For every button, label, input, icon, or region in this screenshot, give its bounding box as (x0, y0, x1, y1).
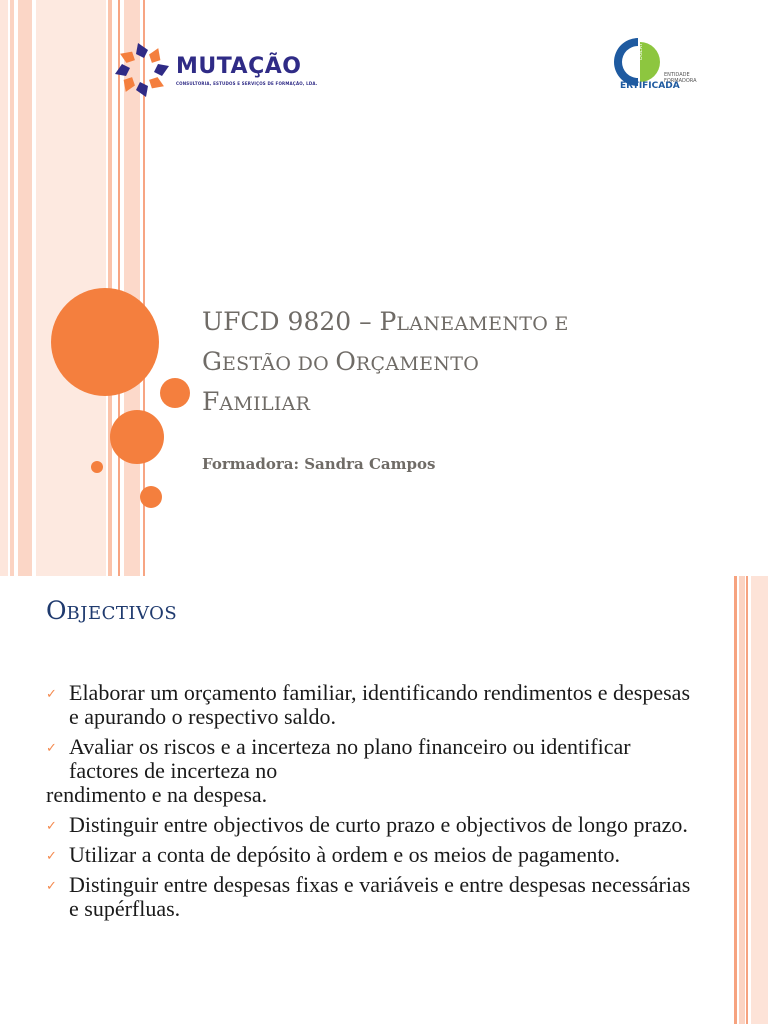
title-part: UFCD 9820 – P (202, 307, 397, 336)
slide-title (202, 303, 742, 423)
cert-side-text: DGERT (638, 42, 644, 60)
decorative-circle (110, 410, 164, 464)
decorative-circle (91, 461, 103, 473)
decorative-stripe (739, 576, 745, 1024)
list-item (46, 735, 696, 807)
list-item-text: Utilizar a conta de depósito à ordem e os meios de pagamento. (69, 842, 621, 867)
slide-subtitle: Formadora: Sandra Campos (202, 455, 436, 473)
checkmark-icon: ✓ (46, 879, 57, 894)
title-part: AMILIAR (219, 393, 311, 415)
decorative-circle (51, 288, 159, 396)
list-item (46, 681, 696, 729)
list-item-text: Avaliar os riscos e a incerteza no plano financeiro ou identificar factores de incerteza no (69, 734, 631, 783)
decorative-stripe (751, 576, 768, 1024)
checkmark-icon: ✓ (46, 819, 57, 834)
title-part: G (202, 347, 222, 376)
objectives-heading (46, 596, 177, 625)
title-part: O (335, 347, 356, 376)
title-part: F (202, 387, 220, 416)
cert-certified: ERTIFICADA (620, 81, 680, 91)
certification-logo (608, 34, 728, 98)
decorative-circle (140, 486, 162, 508)
logo-wordmark: MUTAÇÃO (176, 54, 302, 79)
list-item (46, 843, 696, 867)
mutacao-logo (112, 40, 324, 100)
checkmark-icon: ✓ (46, 687, 57, 702)
star-ring-logo-icon (112, 40, 172, 100)
list-item-text: Distinguir entre objectivos de curto prazo e objectivos de longo prazo. (69, 812, 688, 837)
list-item-text: Elaborar um orçamento familiar, identificando rendimentos e despesas e apurando o respectivo saldo. (69, 680, 691, 729)
checkmark-icon: ✓ (46, 741, 57, 756)
decorative-stripe (18, 0, 32, 576)
decorative-stripe (10, 0, 14, 576)
title-part: RÇAMENTO (355, 353, 480, 375)
heading-part: O (46, 596, 67, 625)
title-part: ESTÃO DO (221, 353, 336, 375)
logo-tagline: CONSULTORIA, ESTUDOS E SERVIÇOS DE FORMAÇÃO, LDA. (176, 81, 318, 86)
decorative-stripe (746, 576, 748, 1024)
title-part: LANEAMENTO E (396, 313, 569, 335)
cert-line-1: ENTIDADE (664, 72, 690, 78)
decorative-stripe (734, 576, 737, 1024)
checkmark-icon: ✓ (46, 849, 57, 864)
list-item-text: Distinguir entre despesas fixas e variáveis e entre despesas necessárias e supérfluas. (69, 872, 691, 921)
heading-part: BJECTIVOS (66, 603, 178, 624)
decorative-circle (160, 378, 190, 408)
list-item (46, 813, 696, 837)
objectives-list (46, 681, 696, 927)
decorative-band (0, 0, 8, 576)
objectives-slide (0, 576, 768, 1024)
cert-line-2: FORMADORA (664, 78, 697, 84)
list-item (46, 873, 696, 921)
list-item-continuation: rendimento e na despesa. (46, 782, 268, 807)
